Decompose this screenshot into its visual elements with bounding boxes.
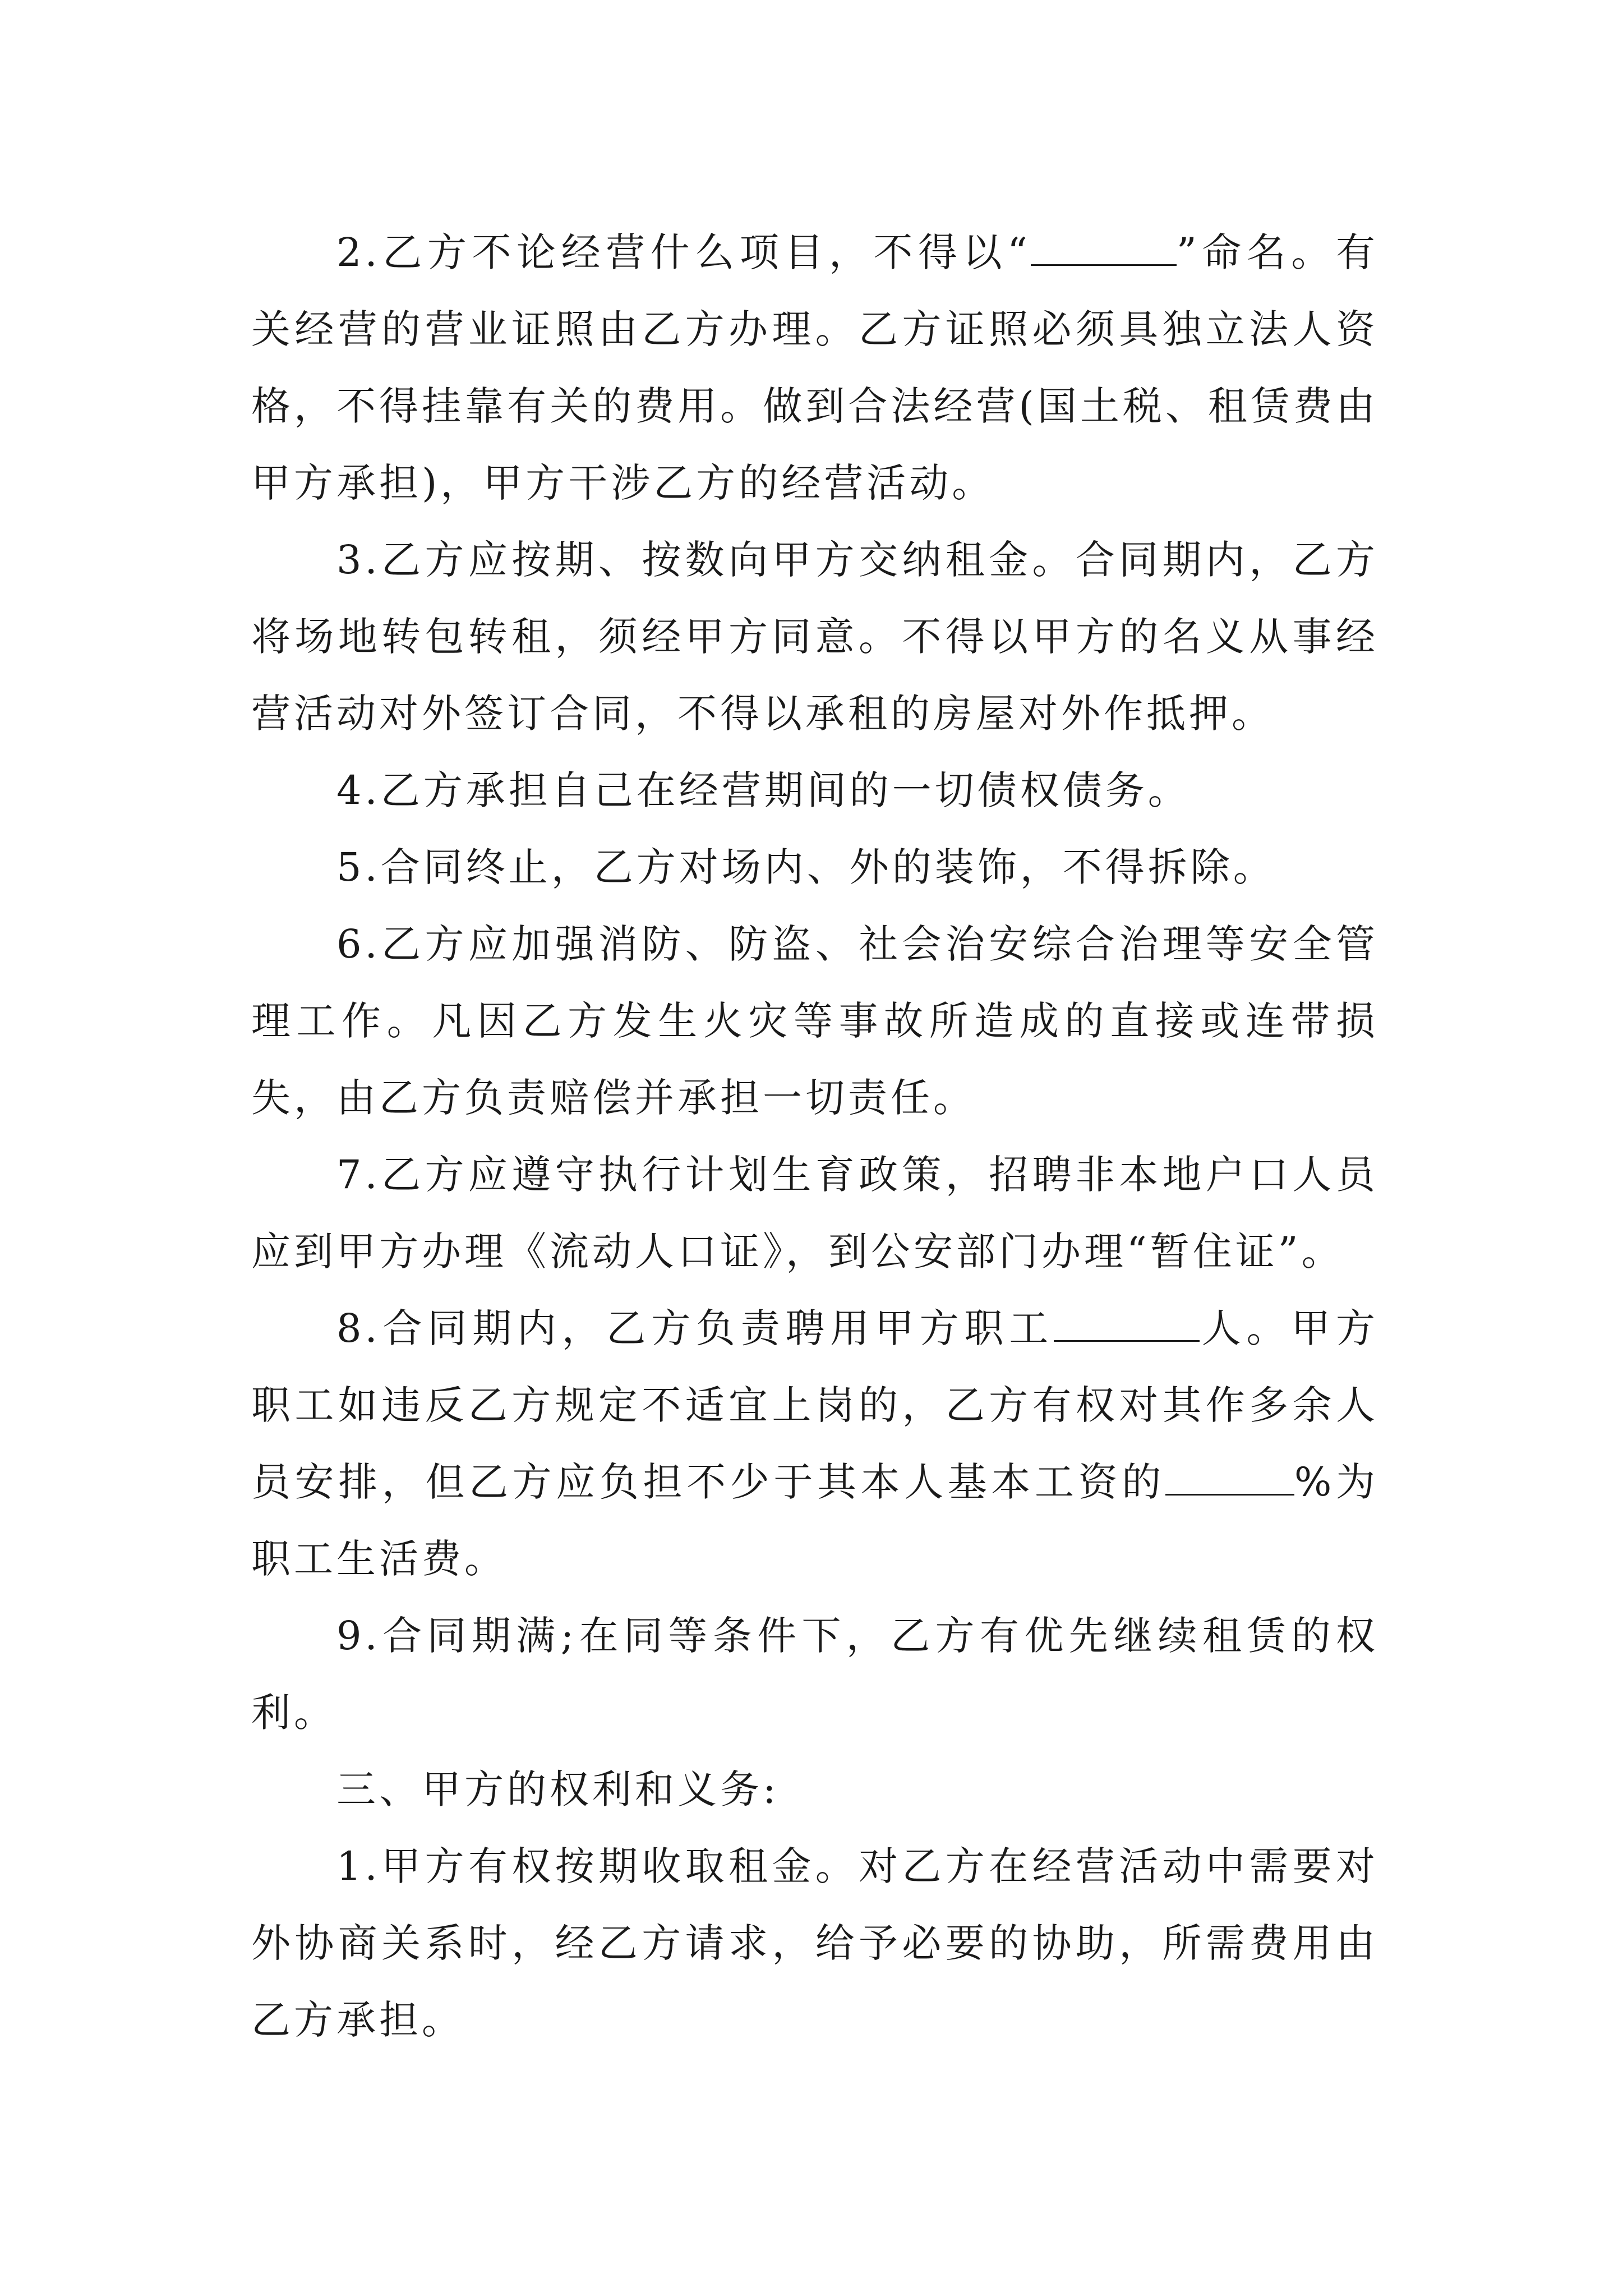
clause-2-text-start: 2.乙方不论经营什么项目，不得以“ — [336, 229, 1031, 275]
party-a-clause-1: 1.甲方有权按期收取租金。对乙方在经营活动中需要对外协商关系时，经乙方请求，给予必要的协助，所需费用由乙方承担。 — [251, 1843, 1378, 2043]
clause-5: 5.合同终止，乙方对场内、外的装饰，不得拆除。 — [336, 844, 1276, 890]
clause-7: 7.乙方应遵守执行计划生育政策，招聘非本地户口人员应到甲方办理《流动人口证》，到公安部门办理“暂住证”。 — [251, 1152, 1378, 1274]
clause-3: 3.乙方应按期、按数向甲方交纳租金。合同期内，乙方将场地转包转租，须经甲方同意。不得以甲方的名义从事经营活动对外签订合同，不得以承租的房屋对外作抵押。 — [251, 537, 1378, 737]
document-body — [251, 214, 1378, 2059]
clause-4: 4.乙方承担自己在经营期间的一切债权债务。 — [336, 767, 1191, 813]
clause-2-text-end: ”命名。有关经营的营业证照由乙方办理。乙方证照必须具独立法人资格，不得挂靠有关的费用。做到合法经营(国土税、租赁费由甲方承担)，甲方干涉乙方的经营活动。 — [251, 229, 1378, 506]
name-blank — [1031, 231, 1177, 266]
clause-6: 6.乙方应加强消防、防盗、社会治安综合治理等安全管理工作。凡因乙方发生火灾等事故所造成的直接或连带损失，由乙方负责赔偿并承担一切责任。 — [251, 921, 1378, 1121]
staff-count-blank — [1054, 1306, 1200, 1342]
clause-8 — [251, 1290, 1378, 1598]
clause-8-text-middle: 人。甲方职工如违反乙方规定不适宜上岗的，乙方有权对其作多余人员安排，但乙方应负担不少于其本人基本工资的 — [251, 1305, 1378, 1505]
clause-2 — [251, 214, 1378, 522]
percentage-blank — [1165, 1460, 1294, 1496]
clause-8-text-start: 8.合同期内，乙方负责聘用甲方职工 — [336, 1305, 1054, 1351]
clause-9: 9.合同期满;在同等条件下，乙方有优先继续租赁的权利。 — [251, 1613, 1378, 1736]
clause-8-text-end: %为职工生活费。 — [251, 1459, 1379, 1582]
section-heading-party-a: 三、甲方的权利和义务: — [336, 1766, 780, 1812]
